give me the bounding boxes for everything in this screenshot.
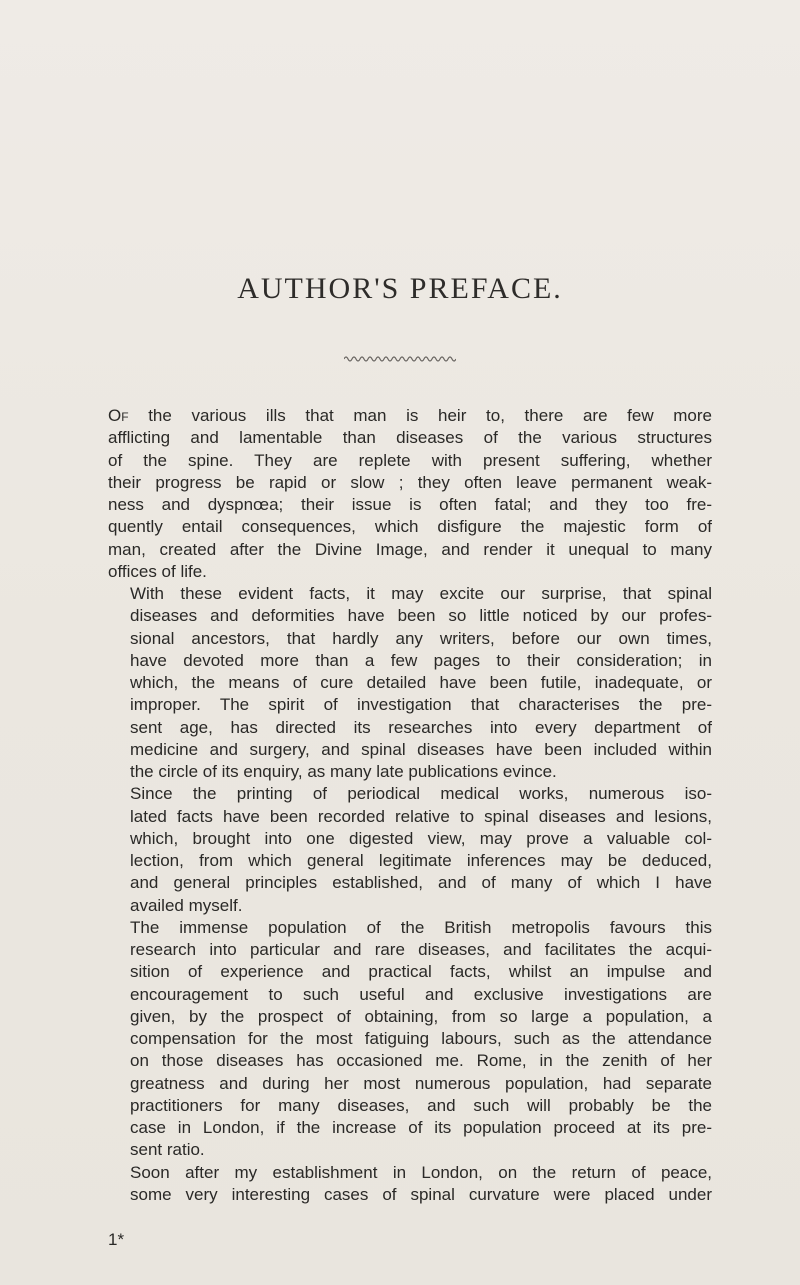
text-line: research into particular and rare diseases, and facilitates the acqui- [130, 940, 712, 959]
preface-body [108, 405, 712, 1206]
text-line: offices of life. [108, 561, 207, 581]
text-line: some very interesting cases of spinal curvature were placed under [130, 1184, 712, 1204]
paragraph [108, 405, 712, 583]
text-line: man, created after the Divine Image, and render it unequal to many [108, 539, 712, 559]
text-line: given, by the prospect of obtaining, from so large a population, a [130, 1006, 712, 1026]
paragraph [108, 1162, 712, 1207]
text-line: which, the means of cure detailed have been futile, inadequate, or [130, 673, 712, 692]
text-line: quently entail consequences, which disfigure the majestic form of [108, 517, 712, 537]
text-line: medicine and surgery, and spinal diseases have been included within [130, 739, 712, 759]
paragraph [108, 783, 712, 917]
text-line: Soon after my establishment in London, on the return of peace, [130, 1162, 712, 1182]
wavy-rule-ornament [344, 354, 456, 364]
text-line: lated facts have been recorded relative to spinal diseases and lesions, [130, 806, 712, 826]
paragraph [108, 583, 712, 783]
text-line: compensation for the most fatiguing labours, such as the attendance [130, 1029, 712, 1048]
signature-mark: 1* [108, 1230, 125, 1249]
text-line: sional ancestors, that hardly any writers, before our own times, [130, 628, 712, 648]
text-line: sent age, has directed its researches into every department of [130, 717, 712, 737]
text-line: ness and dyspnœa; their issue is often fatal; and they too fre- [108, 495, 712, 514]
text-line: The immense population of the British metropolis favours this [130, 917, 712, 937]
page-title: AUTHOR'S PREFACE. [237, 272, 563, 305]
text-line: With these evident facts, it may excite our surprise, that spinal [130, 584, 712, 603]
text-line: their progress be rapid or slow ; they often leave permanent weak- [108, 472, 712, 492]
text-line: afflicting and lamentable than diseases of the various structures [108, 428, 712, 448]
text-line: have devoted more than a few pages to their consideration; in [130, 650, 712, 670]
text-line: practitioners for many diseases, and such will probably be the [130, 1095, 712, 1115]
text-line: sent ratio. [130, 1140, 205, 1160]
text-line: sition of experience and practical facts, whilst an impulse and [130, 962, 712, 982]
text-line: the circle of its enquiry, as many late publications evince. [130, 762, 557, 781]
text-line: of the spine. They are replete with present suffering, whether [108, 450, 712, 470]
text-line: case in London, if the increase of its population proceed at its pre- [130, 1118, 712, 1137]
text-line: improper. The spirit of investigation that characterises the pre- [130, 695, 712, 715]
text-line: and general principles established, and of many of which I have [130, 873, 712, 893]
text-line: lection, from which general legitimate inferences may be deduced, [130, 851, 712, 870]
text-line: Of the various ills that man is heir to, there are few more [108, 406, 712, 425]
text-line: on those diseases has occasioned me. Rome, in the zenith of her [130, 1051, 712, 1071]
text-line: diseases and deformities have been so little noticed by our profes- [130, 606, 712, 626]
text-line: encouragement to such useful and exclusive investigations are [130, 984, 712, 1004]
text-line: which, brought into one digested view, may prove a valuable col- [130, 828, 712, 848]
paragraph [108, 917, 712, 1162]
text-line: availed myself. [130, 895, 243, 915]
text-line: greatness and during her most numerous population, had separate [130, 1073, 712, 1093]
text-line: Since the printing of periodical medical works, numerous iso- [130, 784, 712, 804]
